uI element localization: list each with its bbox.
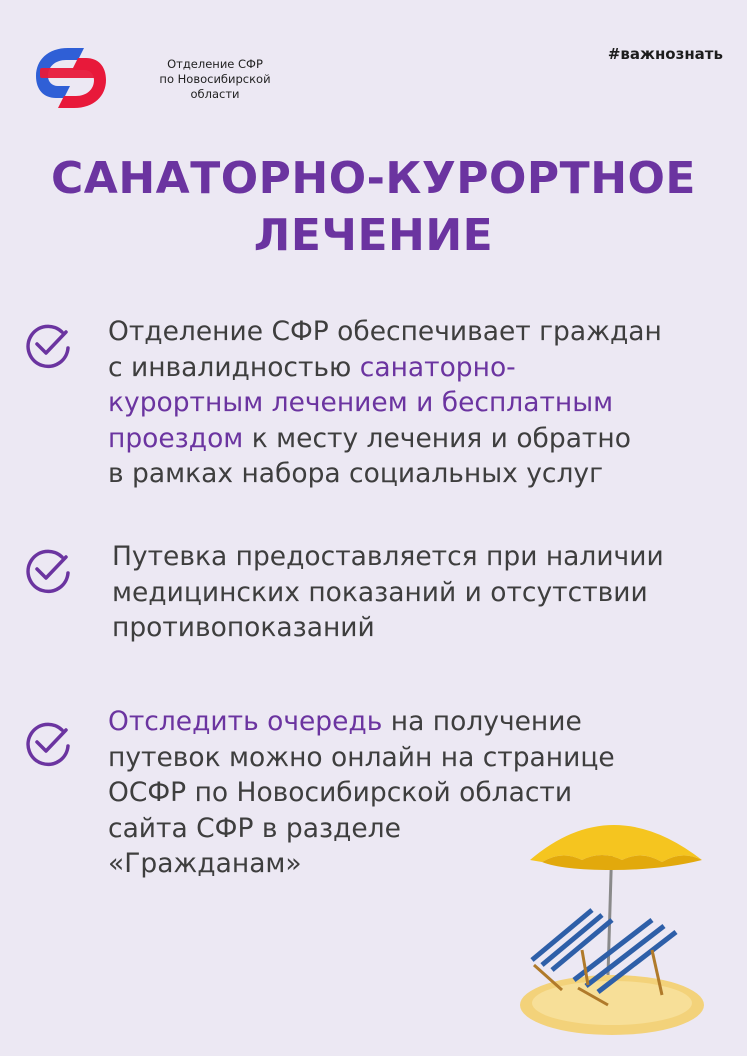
text-line: ОСФР по Новосибирской области: [108, 777, 573, 808]
item-text: [112, 539, 742, 646]
text-line: сайта СФР в разделе: [108, 812, 401, 844]
text-line: в рамках набора социальных услуг: [108, 458, 604, 489]
text-part: с инвалидностью: [108, 351, 360, 383]
title-line: ЛЕЧЕНИЕ: [253, 210, 494, 261]
text-line: Путевка предоставляется при наличии: [112, 541, 664, 572]
organization-name: [140, 57, 290, 102]
highlight-text: Отследить очередь: [108, 706, 383, 737]
check-circle-icon: [22, 545, 72, 595]
page-title: [0, 150, 747, 264]
org-line: Отделение СФР: [167, 57, 263, 71]
highlight-text: проездом: [108, 422, 244, 454]
title-line: САНАТОРНО-КУРОРТНОЕ: [51, 153, 696, 204]
text-line: противопоказаний: [112, 612, 375, 643]
text-part: к месту лечения и обратно: [243, 422, 631, 454]
sfr-logo-icon: [30, 42, 112, 114]
check-circle-icon: [22, 320, 72, 370]
text-line: медицинских показаний и отсутствии: [112, 576, 648, 608]
text-line: «Гражданам»: [108, 848, 302, 879]
text-line: Отделение СФР обеспечивает граждан: [108, 316, 662, 347]
item-text: [108, 314, 738, 492]
text-line: путевок можно онлайн на странице: [108, 741, 615, 773]
text-line: [108, 350, 738, 386]
beach-umbrella-illustration: [512, 800, 712, 1040]
highlight-text: курортным лечением и бесплатным: [108, 387, 614, 418]
org-line: по Новосибирской: [159, 72, 271, 86]
check-circle-icon: [22, 718, 72, 768]
hashtag: #важнознать: [607, 45, 723, 63]
text-line: [108, 421, 738, 457]
text-line: [108, 704, 738, 740]
highlight-text: санаторно-: [359, 351, 516, 383]
org-line: области: [190, 87, 240, 101]
text-part: на получение: [382, 706, 582, 737]
